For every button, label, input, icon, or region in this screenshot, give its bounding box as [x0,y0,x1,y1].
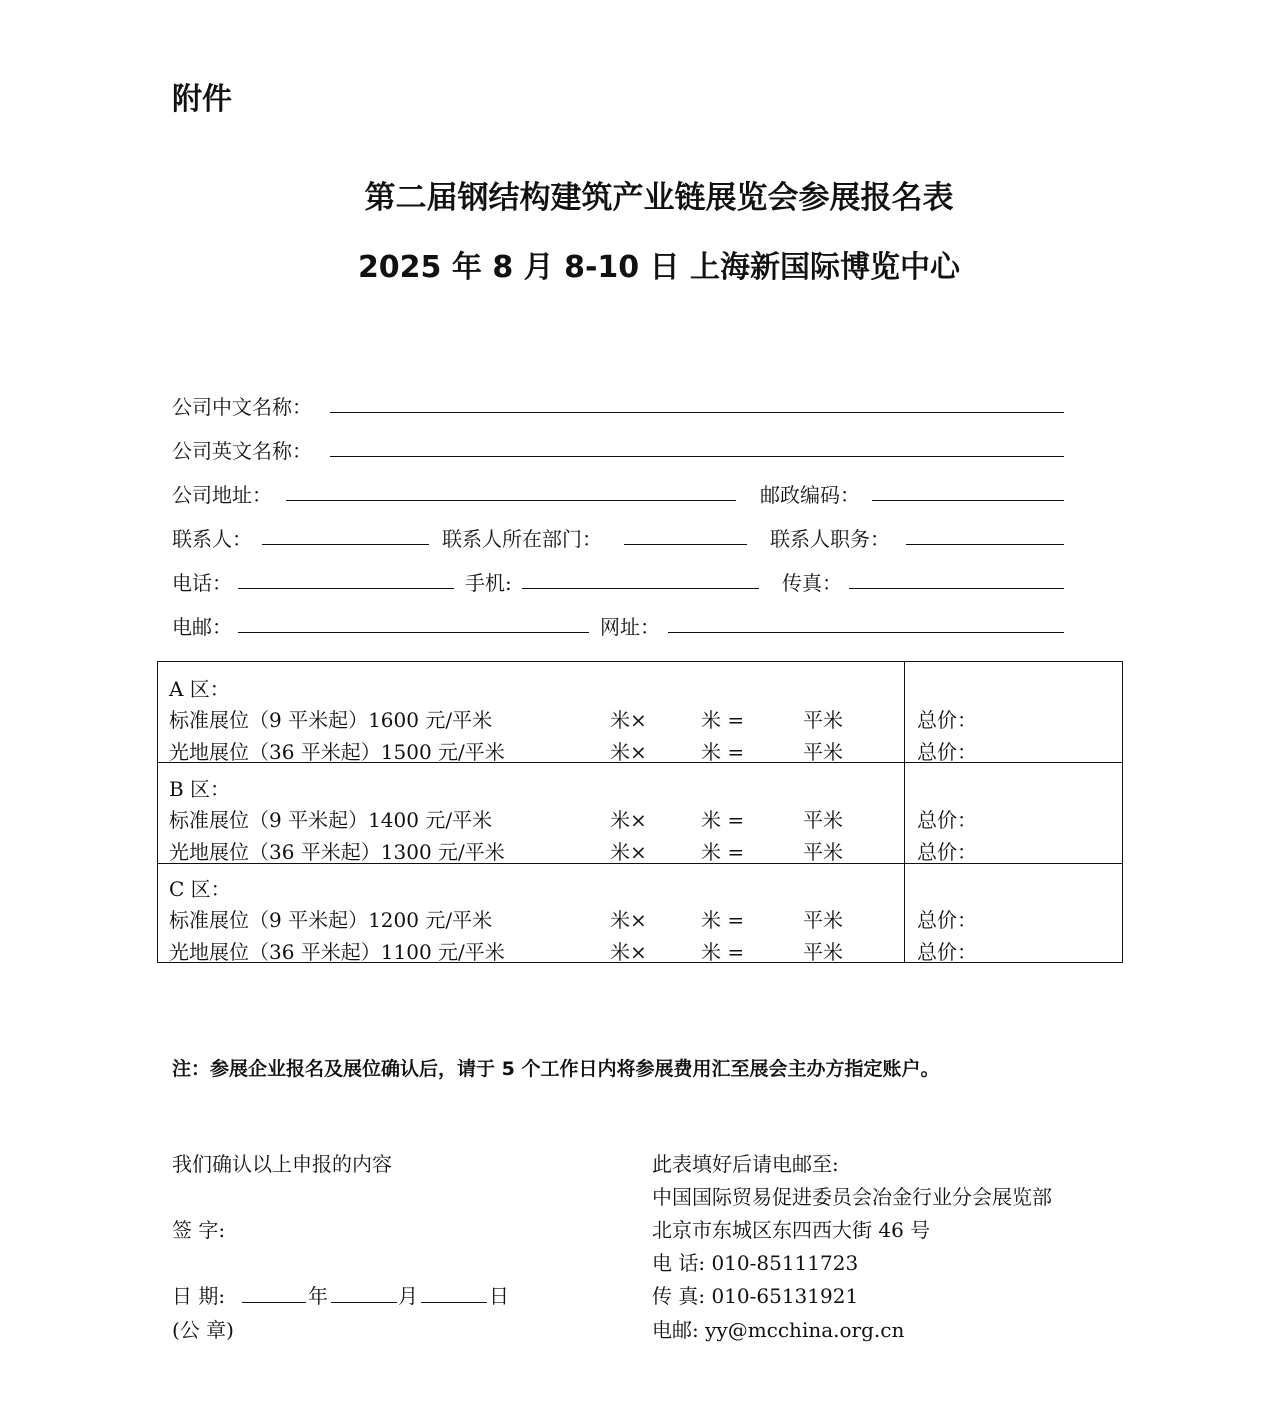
total-price[interactable]: 总价： [917,908,977,932]
email-label: 电邮： [172,615,232,639]
contact-label: 联系人： [172,527,252,551]
form-title: 第二届钢结构建筑产业链展览会参展报名表 [364,180,954,216]
booth-table [157,661,1123,963]
date-label: 日 期: [172,1284,226,1308]
zone-c-label: C 区： [169,877,231,901]
contact-org: 中国国际贸易促进委员会冶金行业分会展览部 [652,1185,1052,1209]
length-unit[interactable]: 米× [610,808,647,832]
mobile-label: 手机: [465,571,512,595]
total-price[interactable]: 总价： [917,940,977,964]
year-label: 年 [308,1284,328,1308]
fax-label: 传真： [782,571,842,595]
phone-field[interactable] [238,588,454,589]
total-price[interactable]: 总价： [917,840,977,864]
contact-dept-field[interactable] [624,544,747,545]
signature-label: 签 字: [172,1218,226,1242]
address-label: 公司地址： [172,483,272,507]
fax-field[interactable] [849,588,1064,589]
contact-title-field[interactable] [906,544,1064,545]
month-field[interactable] [331,1302,397,1303]
zone-b-label: B 区： [169,777,231,801]
area-unit[interactable]: 平米 [803,708,843,732]
contact-address: 北京市东城区东四西大街 46 号 [652,1218,931,1242]
length-unit[interactable]: 米× [610,840,647,864]
width-unit[interactable]: 米 = [701,808,745,832]
contact-dept-label: 联系人所在部门： [442,527,602,551]
total-price[interactable]: 总价： [917,808,977,832]
area-unit[interactable]: 平米 [803,840,843,864]
length-unit[interactable]: 米× [610,708,647,732]
company-en-label: 公司英文名称： [172,439,312,463]
width-unit[interactable]: 米 = [701,740,745,764]
email-field[interactable] [238,632,589,633]
width-unit[interactable]: 米 = [701,708,745,732]
attachment-label: 附件 [172,82,232,117]
phone-label: 电话： [172,571,232,595]
total-price[interactable]: 总价： [917,740,977,764]
contact-fax: 传 真: 010-65131921 [652,1284,859,1308]
table-column-divider [904,662,905,962]
contact-phone: 电 话: 010-85111723 [652,1251,859,1275]
seal-label: (公 章) [172,1318,234,1342]
area-unit[interactable]: 平米 [803,808,843,832]
address-field[interactable] [286,500,736,501]
length-unit[interactable]: 米× [610,940,647,964]
booth-option-label: 光地展位（36 平米起）1300 元/平米 [169,840,505,864]
booth-option-label: 光地展位（36 平米起）1100 元/平米 [169,940,505,964]
month-label: 月 [398,1284,418,1308]
day-label: 日 [489,1284,509,1308]
company-en-field[interactable] [330,456,1064,457]
booth-option-label: 标准展位（9 平米起）1400 元/平米 [169,808,493,832]
contact-title-label: 联系人职务： [770,527,890,551]
website-label: 网址： [600,615,660,639]
day-field[interactable] [421,1302,487,1303]
postcode-field[interactable] [872,500,1064,501]
contact-email[interactable]: 电邮: yy@mcchina.org.cn [652,1318,905,1342]
form-subtitle: 2025 年 8 月 8-10 日 上海新国际博览中心 [357,250,961,285]
width-unit[interactable]: 米 = [701,940,745,964]
booth-option-label: 标准展位（9 平米起）1200 元/平米 [169,908,493,932]
payment-note: 注：参展企业报名及展位确认后，请于 5 个工作日内将参展费用汇至展会主办方指定账户。 [172,1058,940,1080]
length-unit[interactable]: 米× [610,908,647,932]
area-unit[interactable]: 平米 [803,740,843,764]
zone-a-label: A 区： [169,677,230,701]
company-cn-field[interactable] [330,412,1064,413]
company-cn-label: 公司中文名称： [172,395,312,419]
width-unit[interactable]: 米 = [701,840,745,864]
total-price[interactable]: 总价： [917,708,977,732]
contact-heading: 此表填好后请电邮至: [652,1152,839,1176]
website-field[interactable] [668,632,1064,633]
width-unit[interactable]: 米 = [701,908,745,932]
mobile-field[interactable] [522,588,759,589]
booth-option-label: 光地展位（36 平米起）1500 元/平米 [169,740,505,764]
confirm-statement: 我们确认以上申报的内容 [172,1152,392,1176]
booth-option-label: 标准展位（9 平米起）1600 元/平米 [169,708,493,732]
area-unit[interactable]: 平米 [803,908,843,932]
postcode-label: 邮政编码： [760,483,860,507]
contact-field[interactable] [262,544,429,545]
area-unit[interactable]: 平米 [803,940,843,964]
length-unit[interactable]: 米× [610,740,647,764]
year-field[interactable] [242,1302,306,1303]
